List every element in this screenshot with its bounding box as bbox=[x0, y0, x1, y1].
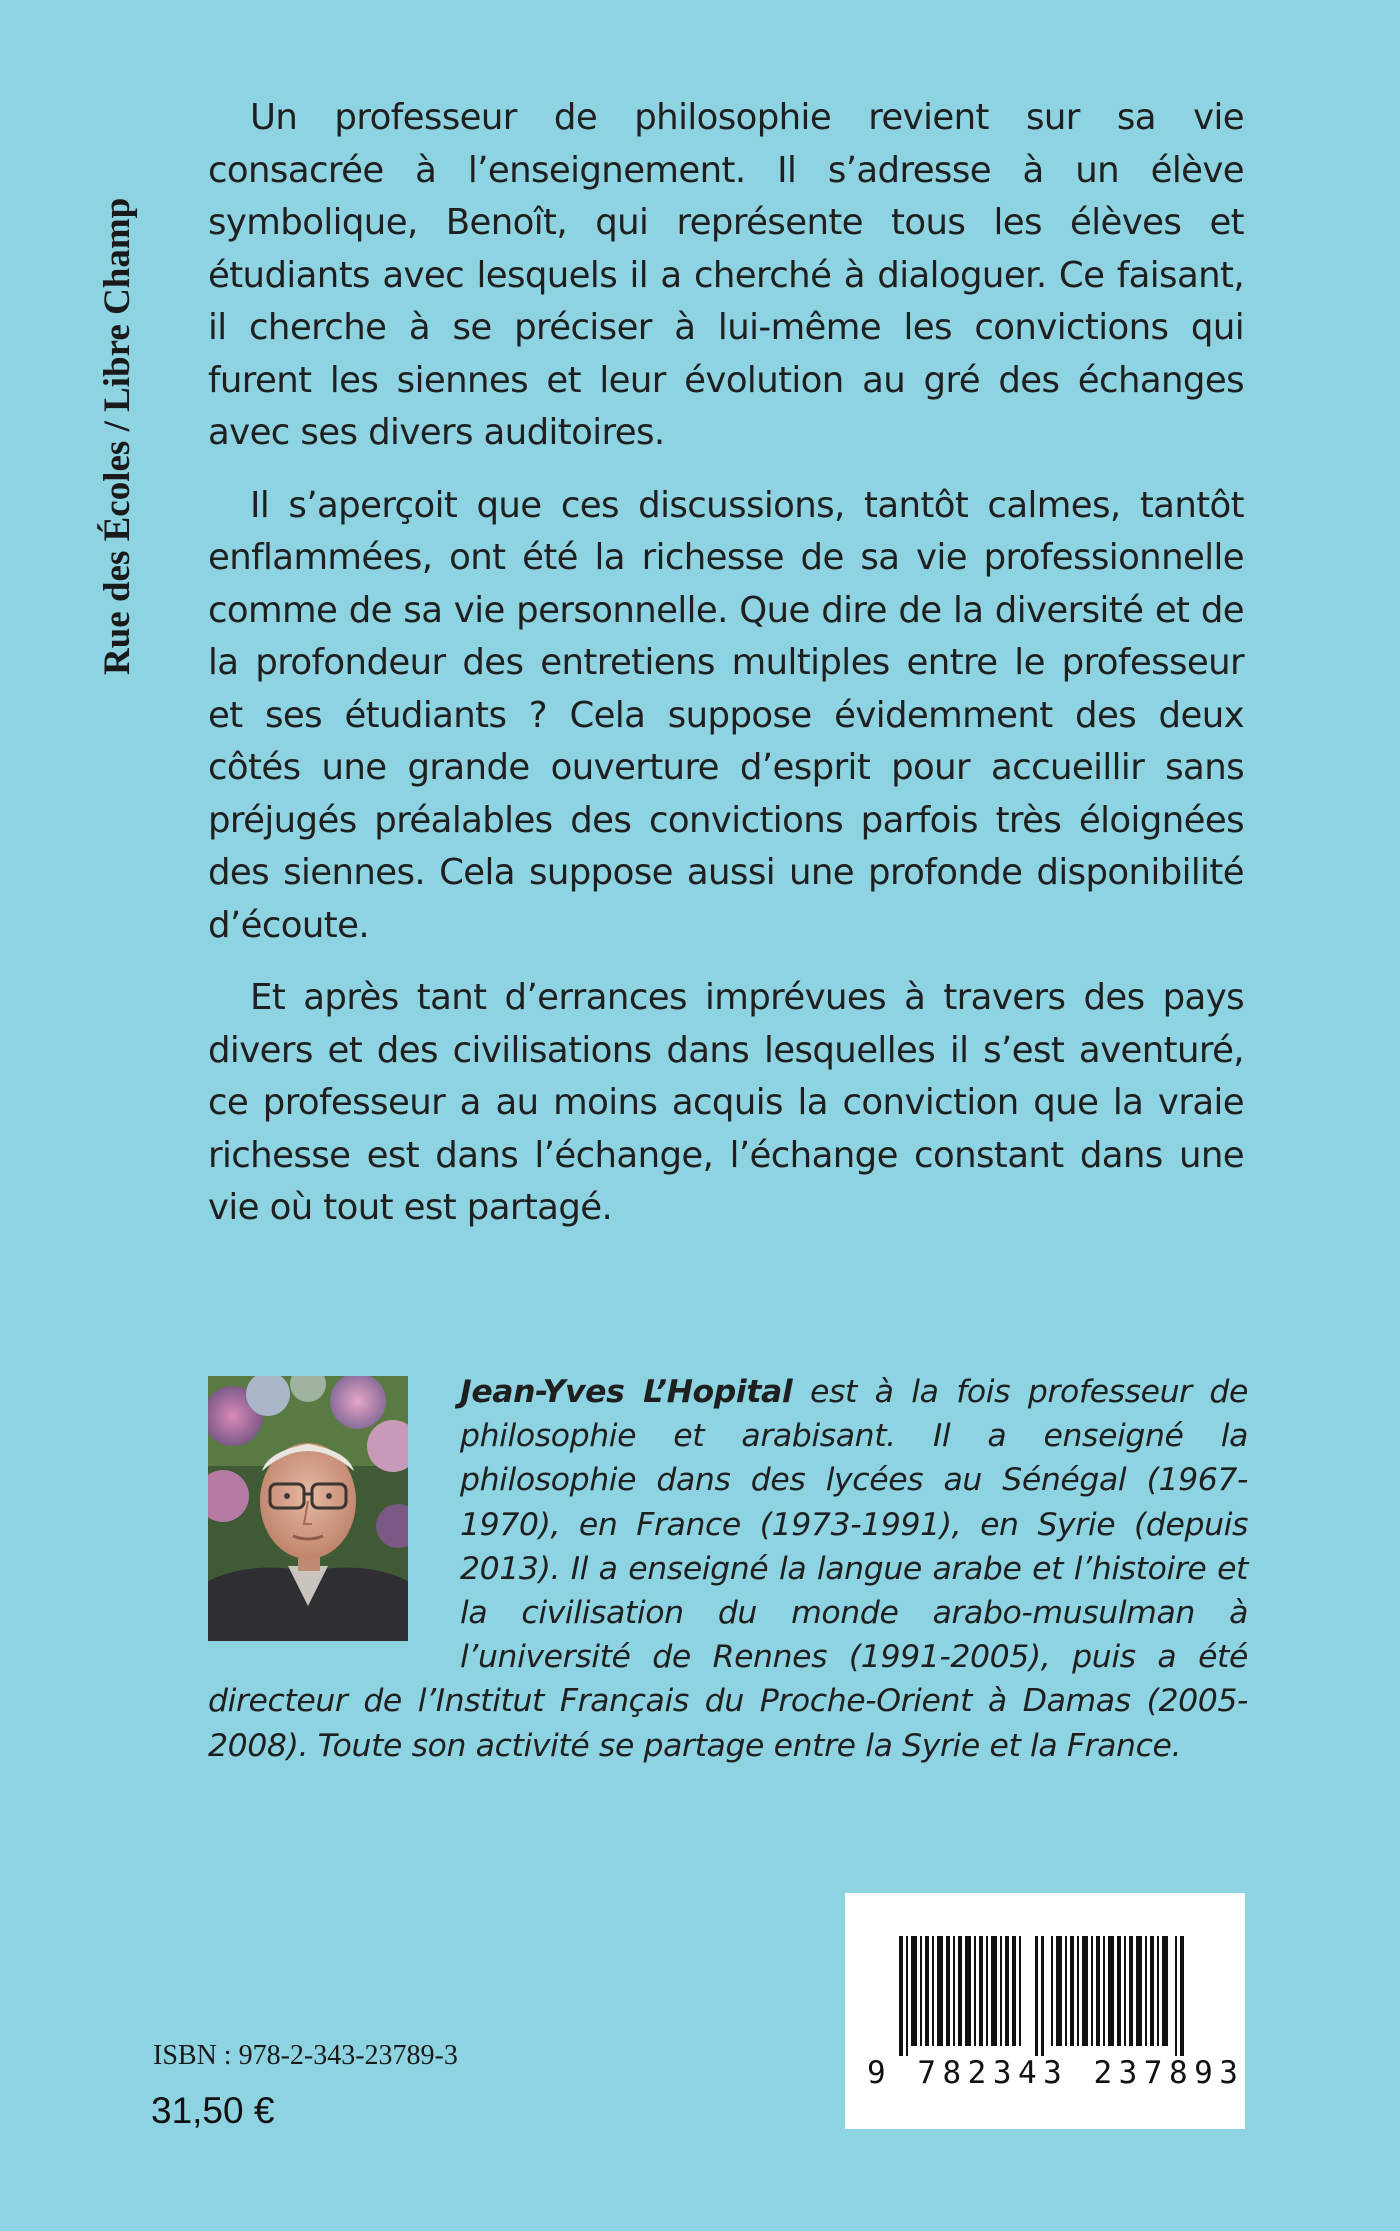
blurb bbox=[208, 92, 1244, 1255]
blurb-paragraph-1: Un professeur de philosophie revient sur sa vie consacrée à l’enseignement. Il s’adresse à un élève symbolique, Benoît, qui représente tous les élèves et étudiants avec lesquels il a cherché à dialoguer. Ce faisant, il cherche à se préciser à lui-même les convictions qui furent les siennes et leur évolution au gré des échanges avec ses divers auditoires. bbox=[208, 97, 1244, 453]
author-photo bbox=[208, 1376, 408, 1641]
author-bio-text: est à la fois professeur de philosophie et arabisant. Il a enseigné la philosophie dans des lycées au Sénégal (1967-1970), en France (1973-1991), en Syrie (depuis 2013). Il a enseigné la langue arabe et l’histoire et la civilisation du monde arabo-musulman à l’université de Rennes (1991-2005), puis a été directeur de l’Institut Français du Proche-Orient à Damas (2005-2008). Toute son activité se partage entre la Syrie et la France. bbox=[208, 1374, 1248, 1764]
blurb-paragraph-3: Et après tant d’errances imprévues à travers des pays divers et des civilisations dans lesquelles il s’est aventuré, ce professeur a au moins acquis la conviction que la vraie richesse est dans l’échange, l’échange constant dans une vie où tout est partagé. bbox=[208, 977, 1244, 1228]
barcode-bars bbox=[899, 1936, 1191, 2056]
isbn: ISBN : 978-2-343-23789-3 bbox=[153, 2040, 458, 2071]
price: 31,50 € bbox=[151, 2090, 275, 2131]
series-title: Rue des Écoles / Libre Champ bbox=[97, 197, 138, 675]
author-name: Jean-Yves L’Hopital bbox=[460, 1374, 793, 1410]
blurb-paragraph-2: Il s’aperçoit que ces discussions, tantôt calmes, tantôt enflammées, ont été la richesse de sa vie professionnelle comme de sa vie personnelle. Que dire de la diversité et de la profondeur des entretiens multiples entre le professeur et ses étudiants ? Cela suppose évidemment des deux côtés une grande ouverture d’esprit pour accueillir sans préjugés préalables des convictions parfois très éloignées des siennes. Cela suppose aussi une profonde disponibilité d’écoute. bbox=[208, 484, 1244, 946]
barcode-digits: 9 782343 237893 bbox=[867, 2055, 1245, 2091]
barcode bbox=[845, 1893, 1245, 2129]
author-bio bbox=[208, 1370, 1248, 1768]
